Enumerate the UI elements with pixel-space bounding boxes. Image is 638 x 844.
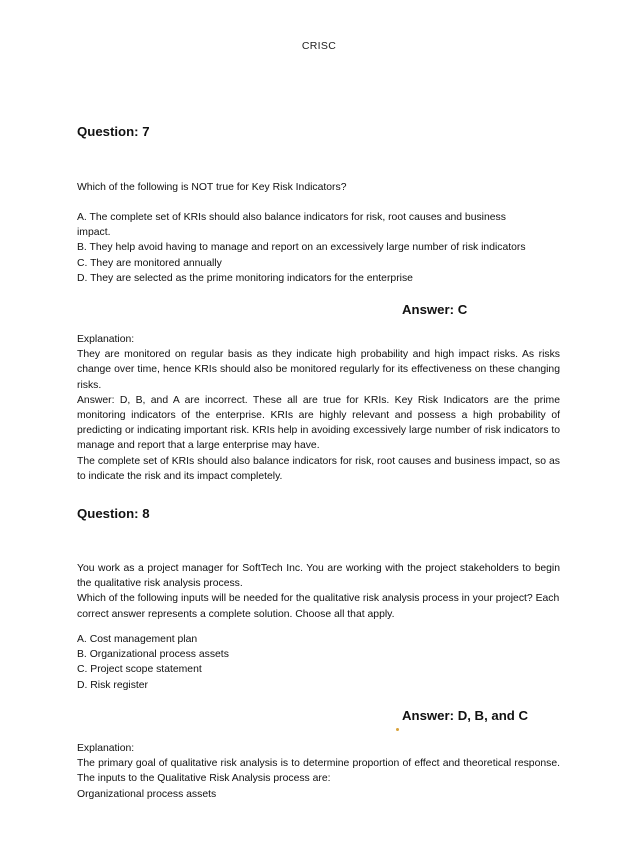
explanation-label: Explanation: — [77, 334, 135, 345]
explanation-paragraph: The complete set of KRIs should also balance indicators for risk, root causes and business impact, so as to indicate the risk and its impact completely. — [77, 455, 560, 482]
question-7-answer: Answer: C — [402, 302, 468, 317]
question-8-title: Question: 8 — [77, 506, 150, 521]
page-header: CRISC — [301, 40, 337, 52]
question-7-prompt-text: Which of the following is NOT true for Key Risk Indicators? — [77, 182, 347, 193]
explanation-paragraph: They are monitored on regular basis as they indicate high probability and high impact risks. As risks change over time, hence KRIs should also be monitored regularly for its effectiveness on these changing risks. — [77, 349, 560, 391]
question-8-prompt — [77, 561, 560, 622]
explanation-paragraph: The primary goal of qualitative risk analysis is to determine proportion of effect and theoretical response. The inputs to the Qualitative Risk Analysis process are: — [77, 758, 560, 785]
question-7-title: Question: 7 — [77, 124, 150, 139]
question-8-prompt-text: Which of the following inputs will be needed for the qualitative risk analysis process in your project? Each correct answer represents a complete solution. Choose all that apply. — [77, 593, 560, 620]
question-7-options — [77, 210, 526, 286]
question-8-answer: Answer: D, B, and C — [402, 708, 529, 723]
option-c: C. Project scope statement — [77, 664, 202, 676]
question-7-explanation — [77, 332, 560, 484]
question-7-prompt — [77, 180, 560, 195]
question-8-prompt-text: You work as a project manager for SoftTech Inc. You are working with the project stakeholders to begin the qualitative risk analysis process. — [77, 563, 560, 590]
explanation-label: Explanation: — [77, 743, 135, 754]
option-a: A. The complete set of KRIs should also balance indicators for risk, root causes and business impact. — [77, 212, 506, 239]
bullet-dot — [396, 728, 399, 731]
option-a: A. Cost management plan — [77, 634, 198, 645]
explanation-paragraph: Answer: D, B, and A are incorrect. These all are true for KRIs. Key Risk Indicators are the prime monitoring indicators of the enterprise. KRIs are highly relevant and possess a high probability of predicting or indicating important risk. KRIs help in avoiding excessively large number of risk indicators to manage and report that a large enterprise may have. — [77, 394, 560, 452]
question-8-options — [77, 632, 560, 693]
option-c: C. They are monitored annually — [77, 257, 222, 269]
option-d: D. Risk register — [77, 679, 149, 691]
option-b: B. Organizational process assets — [77, 649, 229, 661]
question-8-explanation — [77, 741, 560, 802]
option-d: D. They are selected as the prime monitoring indicators for the enterprise — [77, 272, 413, 284]
explanation-paragraph: Organizational process assets — [77, 788, 217, 800]
option-b: B. They help avoid having to manage and report on an excessively large number of risk indicators — [77, 242, 526, 254]
